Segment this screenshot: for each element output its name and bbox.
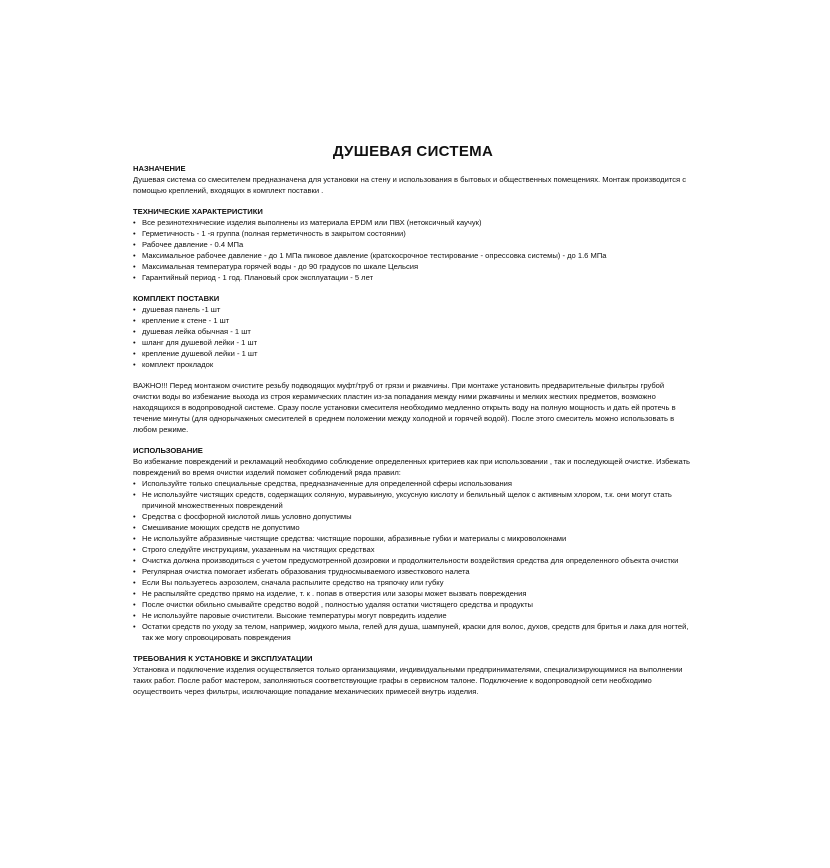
list-item: • Не используйте паровые очистители. Высокие температуры могут повредить изделие (133, 610, 693, 621)
list-item: • крепление к стене - 1 шт (133, 315, 693, 326)
document-page (133, 143, 693, 707)
list-item: • После очистки обильно смывайте средство водой , полностью удаляя остатки чистящего средства и продукты (133, 599, 693, 610)
purpose-section (133, 163, 693, 196)
list-item: • Строго следуйте инструкциям, указанным на чистящих средствах (133, 544, 693, 555)
purpose-heading: НАЗНАЧЕНИЕ (133, 164, 186, 173)
list-item: • Смешивание моющих средств не допустимо (133, 522, 693, 533)
list-item: • Максимальное рабочее давление - до 1 МПа пиковое давление (кратскосрочное тестирование - опрессовка системы) - до 1.6 МПа (133, 250, 693, 261)
kit-section (133, 293, 693, 370)
usage-section (133, 445, 693, 643)
list-item: • Герметичность - 1 -я группа (полная герметичность в закрытом состоянии) (133, 228, 693, 239)
requirements-heading: ТРЕБОВАНИЯ К УСТАНОВКЕ И ЭКСПЛУАТАЦИИ (133, 654, 313, 663)
important-label: ВАЖНО!!! (133, 381, 168, 390)
specs-heading: ТЕХНИЧЕСКИЕ ХАРАКТЕРИСТИКИ (133, 207, 263, 216)
requirements-text: Установка и подключение изделия осуществляется только организациями, индивидуальными предпринимателями, специализирующимися на выполнении таких работ. После работ мастером, заполняються соответствующие графы в сервисном талоне. Подключение к водопроводной сети необходимо осуществоить через фильтры, исключающие попадание механических примесей внутрь изделия. (133, 665, 683, 696)
list-item: • Максимальная температура горячей воды - до 90 градусов по шкале Цельсия (133, 261, 693, 272)
requirements-section (133, 653, 693, 697)
list-item: • комплект прокладок (133, 359, 693, 370)
usage-heading: ИСПОЛЬЗОВАНИЕ (133, 446, 203, 455)
important-text: Перед монтажом очистите резьбу подводящих муфт/труб от грязи и ржавчины. При монтаже установить предварительные фильтры грубой очистки воды во избежание выхода из строя керамических пластин из-за попадания между ними ржавчины и мелких жестких предметов, возможно находящихся в водопроводной системе. Сразу после установки смесителя необходимо медленно открыть воду на полную мощность и дать ей протечь в течение минуты (для однорычажных смесителей в среднем положении между холодной и горячей водой). После этого смеситель можно использовать в любом режиме. (133, 381, 676, 434)
list-item: • Не распыляйте средство прямо на изделие, т. к . попав в отверстия или зазоры может вызвать повреждения (133, 588, 693, 599)
list-item: • Не используйте чистящих средств, содержащих соляную, муравьиную, уксусную кислоту и белильный щелок с активным хлором, т.к. они могут стать причиной множественных повреждений (133, 489, 693, 511)
usage-list (133, 478, 693, 643)
list-item: • душевая лейка обычная - 1 шт (133, 326, 693, 337)
list-item: • Регулярная очистка помогает избегать образования трудносмываемого известкового налета (133, 566, 693, 577)
list-item: • Гарантийный период - 1 год. Плановый срок эксплуатации - 5 лет (133, 272, 693, 283)
kit-list (133, 304, 693, 370)
list-item: • крепление душевой лейки - 1 шт (133, 348, 693, 359)
list-item: • Средства с фосфорной кислотой лишь условно допустимы (133, 511, 693, 522)
list-item: • Очистка должна производиться с учетом предусмотренной дозировки и продолжительности воздействия средства для определенного объекта очистки (133, 555, 693, 566)
important-section (133, 380, 693, 435)
list-item: • Все резинотехнические изделия выполнены из материала EPDM или ПВХ (нетоксичный каучук) (133, 217, 693, 228)
important-note (133, 380, 693, 435)
list-item: • Не используйте абразивные чистящие средства: чистящие порошки, абразивные губки и материалы с микроволокнами (133, 533, 693, 544)
specs-section (133, 206, 693, 283)
specs-list (133, 217, 693, 283)
list-item: • Остатки средств по уходу за телом, например, жидкого мыла, гелей для душа, шампуней, краски для волос, духов, средств для бритья и лака для ногтей, так же могу спровоцировать повреждения (133, 621, 693, 643)
list-item: • душевая панель -1 шт (133, 304, 693, 315)
usage-intro: Во избежание повреждений и рекламаций необходимо соблюдение определенных критериев как при использовании , так и последующей очистке. Избежать повреждений во время очистки изделий поможет соблюдений ряда правил: (133, 457, 691, 477)
kit-heading: КОМПЛЕКТ ПОСТАВКИ (133, 294, 220, 303)
list-item: • шланг для душевой лейки - 1 шт (133, 337, 693, 348)
list-item: • Используйте только специальные средства, предназначенные для определенной сферы использования (133, 478, 693, 489)
purpose-text: Душевая система со смесителем предназначена для установки на стену и использования в бытовых и общественных помещениях. Монтаж производится с помощью креплений, входящих в комплект поставки . (133, 175, 687, 195)
document-title: ДУШЕВАЯ СИСТЕМА (332, 143, 494, 160)
list-item: • Если Вы пользуетесь аэрозолем, сначала распылите средство на тряпочку или губку (133, 577, 693, 588)
list-item: • Рабочее давление - 0.4 МПа (133, 239, 693, 250)
